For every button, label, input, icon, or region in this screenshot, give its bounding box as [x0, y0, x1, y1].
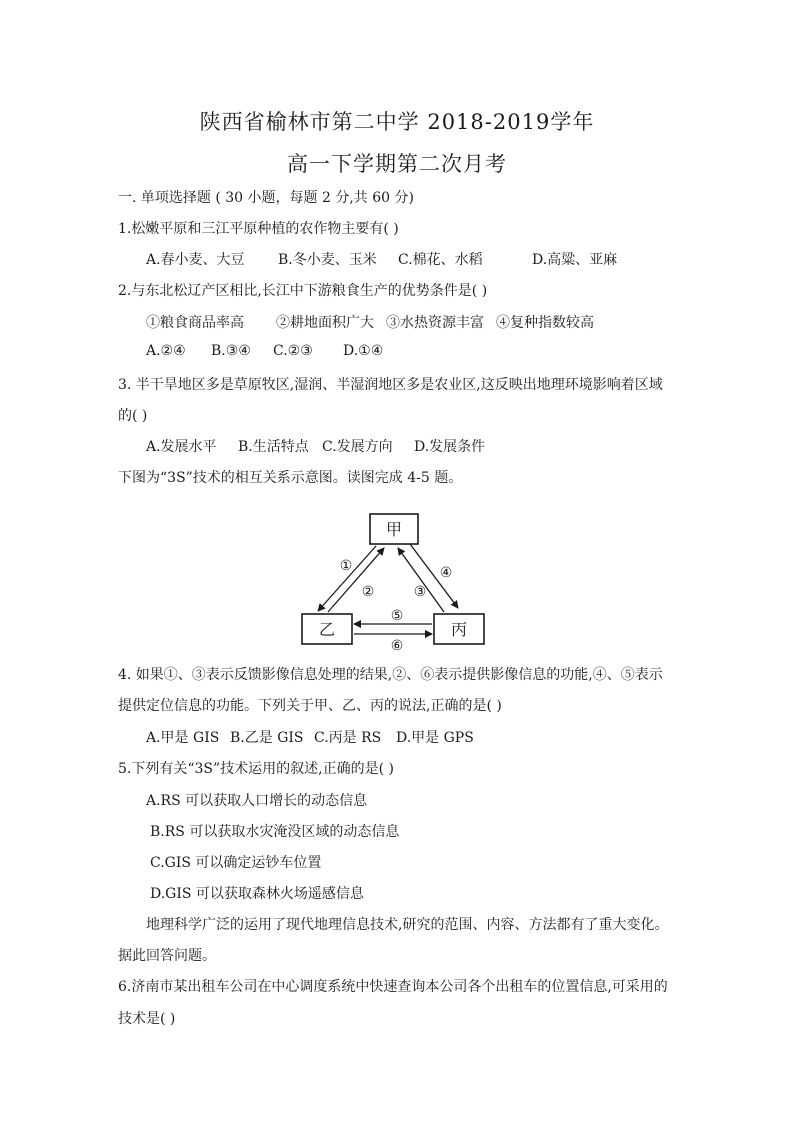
q4-option-a: A.甲是 GIS [146, 730, 220, 746]
box-right-label: 丙 [450, 620, 468, 639]
arrow-label-6: ⑥ [390, 638, 404, 652]
section-heading: 一. 单项选择题 ( 30 小题，每题 2 分,共 60 分) [118, 190, 414, 206]
passage-intro-line2: 据此回答问题。 [118, 948, 216, 964]
q6-stem-line2: 技术是( ) [118, 1011, 176, 1027]
q6-stem-line1: 6.济南市某出租车公司在中心调度系统中快速查询本公司各个出租车的位置信息,可采用的 [118, 979, 668, 995]
arrow-1 [318, 546, 376, 611]
q2-statement-1: ①粮食商品率高 [146, 315, 244, 331]
3s-relationship-diagram [296, 506, 492, 652]
q2-option-d: D.①④ [343, 343, 384, 359]
q3-option-d: D.发展条件 [414, 439, 486, 455]
arrow-label-5: ⑤ [390, 608, 404, 624]
figure-intro: 下图为“3S”技术的相互关系示意图。读图完成 4-5 题。 [118, 470, 463, 486]
passage-intro-line1: 地理科学广泛的运用了现代地理信息技术,研究的范围、内容、方法都有了重大变化。 [146, 917, 669, 933]
q4-stem-line2: 提供定位信息的功能。下列关于甲、乙、丙的说法,正确的是( ) [118, 698, 502, 714]
q4-stem-line1: 4. 如果①、③表示反馈影像信息处理的结果,②、⑥表示提供影像信息的功能,④、⑤表示 [118, 667, 663, 683]
q4-option-b: B.乙是 GIS [230, 730, 304, 746]
q2-stem: 2.与东北松辽产区相比,长江中下游粮食生产的优势条件是( ) [118, 283, 488, 299]
box-top-label: 甲 [385, 520, 403, 539]
q3-stem-line1: 3. 半干旱地区多是草原牧区,湿润、半湿润地区多是农业区,这反映出地理环境影响着区域 [118, 377, 663, 393]
q3-option-c: C.发展方向 [322, 439, 393, 455]
q2-option-b: B.③④ [211, 343, 251, 359]
arrow-2 [328, 548, 384, 612]
q1-option-b: B.冬小麦、玉米 [278, 252, 377, 268]
q4-option-c: C.丙是 RS [314, 730, 382, 746]
q2-statement-3: ③水热资源丰富 [386, 315, 484, 331]
q5-option-a: A.RS 可以获取人口增长的动态信息 [146, 793, 368, 809]
q1-stem: 1.松嫩平原和三江平原种植的农作物主要有( ) [118, 221, 399, 237]
q3-option-b: B.生活特点 [238, 439, 309, 455]
arrow-label-4: ④ [439, 565, 453, 581]
q1-option-d: D.高粱、亚麻 [532, 252, 618, 268]
q1-option-c: C.棉花、水稻 [398, 252, 483, 268]
q5-option-d: D.GIS 可以获取森林火场遥感信息 [150, 886, 364, 902]
q3-option-a: A.发展水平 [146, 439, 217, 455]
q2-option-a: A.②④ [146, 343, 186, 359]
q2-option-c: C.②③ [273, 343, 313, 359]
q5-stem: 5.下列有关“3S”技术运用的叙述,正确的是( ) [118, 761, 394, 777]
exam-title-line2: 高一下学期第二次月考 [287, 152, 507, 176]
exam-title-line1: 陕西省榆林市第二中学 2018-2019学年 [199, 110, 595, 134]
box-left-label: 乙 [318, 620, 336, 639]
arrow-label-1: ① [339, 558, 353, 574]
q2-statement-4: ④复种指数较高 [496, 315, 594, 331]
q4-option-d: D.甲是 GPS [396, 730, 474, 746]
q3-stem-line2: 的( ) [118, 408, 148, 424]
arrow-label-3: ③ [413, 584, 427, 600]
q1-option-a: A.春小麦、大豆 [146, 252, 245, 268]
q5-option-b: B.RS 可以获取水灾淹没区域的动态信息 [150, 824, 400, 840]
arrow-label-2: ② [361, 584, 375, 600]
q5-option-c: C.GIS 可以确定运钞车位置 [150, 855, 322, 871]
q2-statement-2: ②耕地面积广大 [276, 315, 374, 331]
